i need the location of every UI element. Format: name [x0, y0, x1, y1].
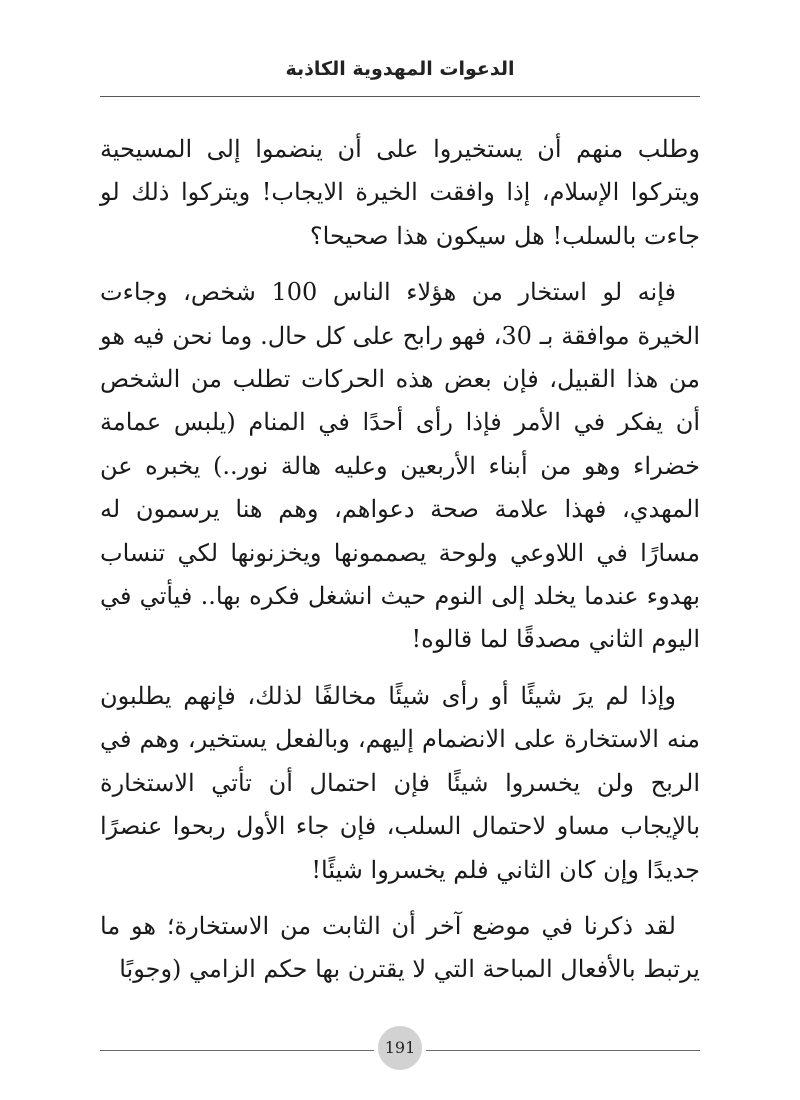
paragraph-1: وطلب منهم أن يستخيروا على أن ينضموا إلى المسيحية ويتركوا الإسلام، إذا وافقت الخيرة الايجاب! ويتركوا ذلك لو جاءت بالسلب! هل سيكون هذا صحيحا؟ [100, 135, 700, 250]
page-number: 191 [378, 1026, 422, 1070]
footer-rule-left [100, 1050, 374, 1051]
paragraph-2: فإنه لو استخار من هؤلاء الناس 100 شخص، وجاءت الخيرة موافقة بـ 30، فهو رابح على كل حال. وما نحن فيه هو من هذا القبيل، فإن بعض هذه الحركات تطلب من الشخص أن يفكر في الأمر فإذا رأى أحدًا في المنام (يلبس عمامة خضراء وهو من أبناء الأربعين وعليه هالة نور..) يخبره عن المهدي، فهذا علامة صحة دعواهم، وهم هنا يرسمون له مسارًا في اللاوعي ولوحة يصممونها ويخزنونها لكي تنساب بهدوء عندما يخلد إلى النوم حيث انشغل فكره بها.. فيأتي في اليوم الثاني مصدقًا لما قالوه! [100, 278, 700, 654]
running-header: الدعوات المهدوية الكاذبة [285, 58, 515, 80]
paragraph-3: وإذا لم يرَ شيئًا أو رأى شيئًا مخالفًا لذلك، فإنهم يطلبون منه الاستخارة على الانضمام إليهم، وبالفعل يستخير، وهم في الربح ولن يخسروا شيئًا فإن احتمال أن تأتي الاستخارة بالإيجاب مساو لاحتمال السلب، فإن جاء الأول ربحوا عنصرًا جديدًا وإن كان الثاني فلم يخسروا شيئًا! [100, 681, 700, 884]
page-body [100, 128, 700, 1005]
header-divider [100, 96, 700, 97]
paragraph-4: لقد ذكرنا في موضع آخر أن الثابت من الاستخارة؛ هو ما يرتبط بالأفعال المباحة التي لا يقترن بها حكم الزامي (وجوبًا [100, 911, 700, 984]
footer-rule-right [426, 1050, 700, 1051]
